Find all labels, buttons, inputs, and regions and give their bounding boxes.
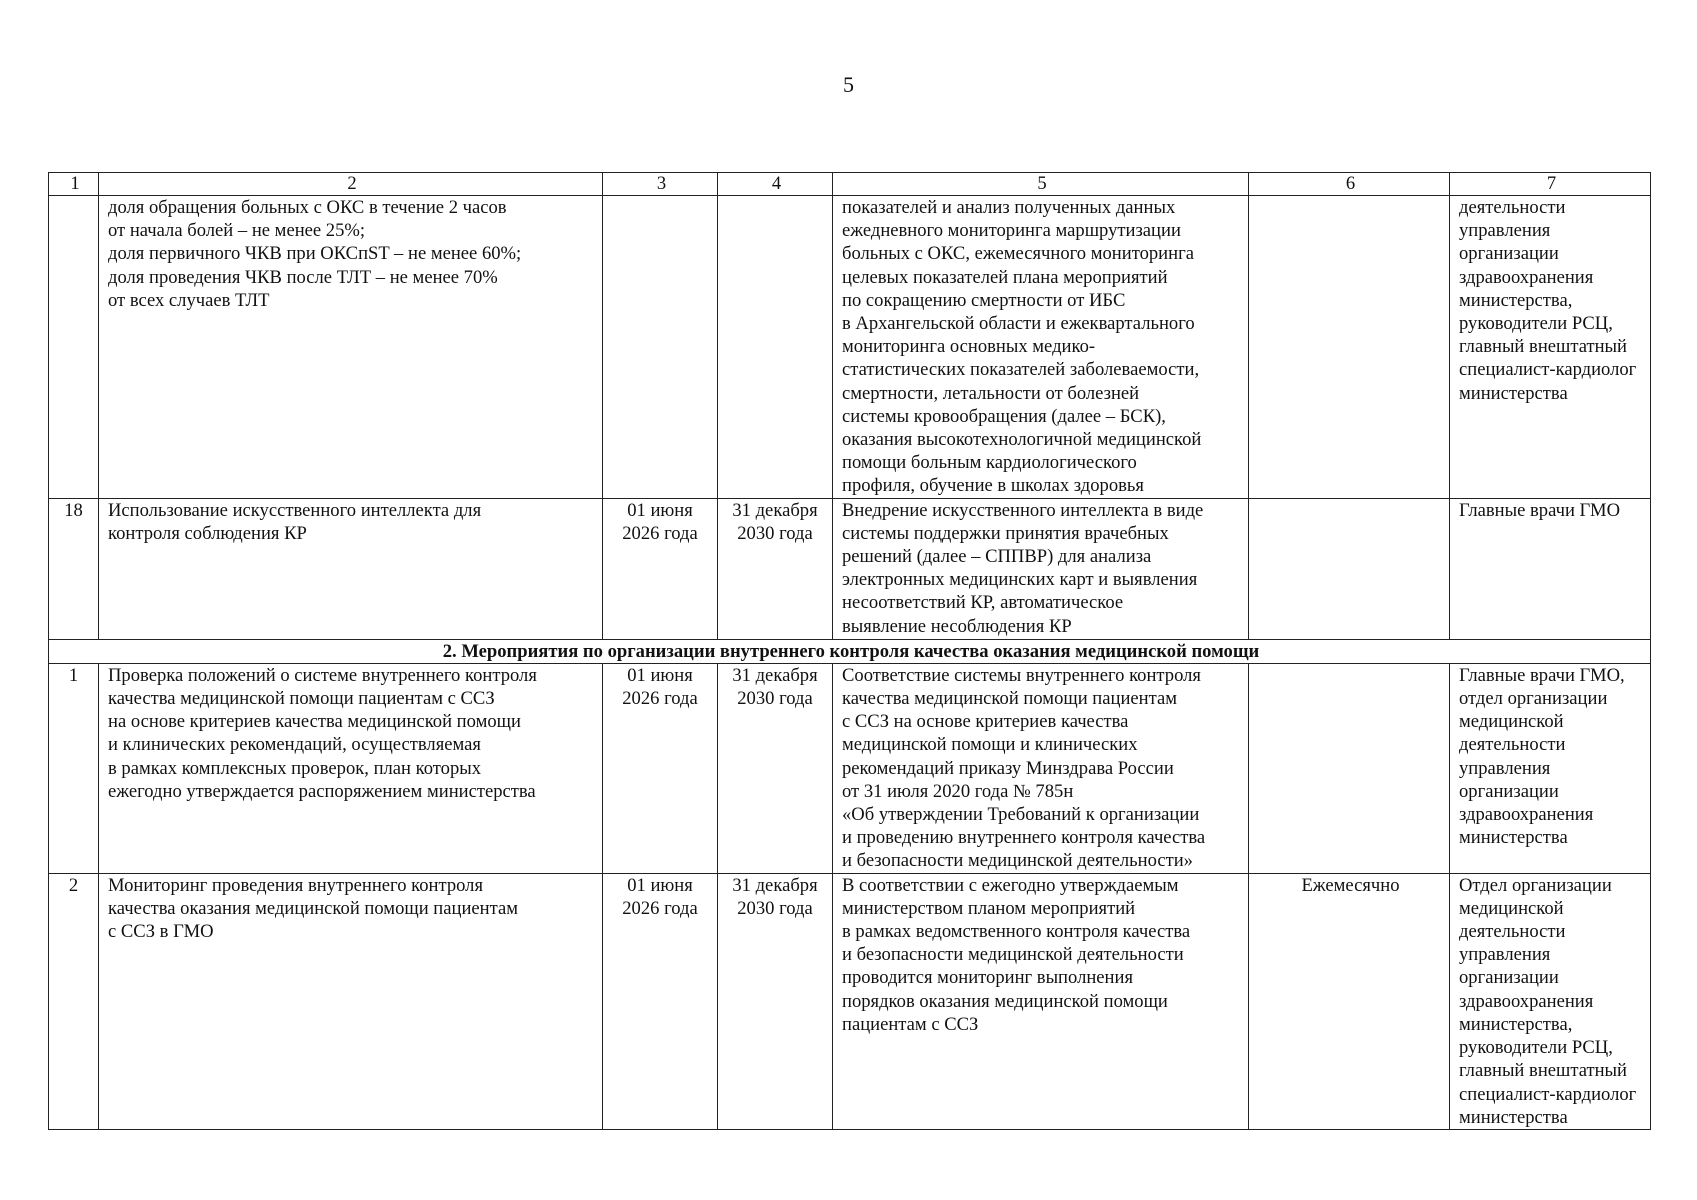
text-line: специалист-кардиолог <box>1459 359 1637 381</box>
text-line: деятельности <box>1459 734 1566 756</box>
text-line: оказания высокотехнологичной медицинской <box>842 429 1202 451</box>
text-line: смертности, летальности от болезней <box>842 382 1140 404</box>
text-line: показателей и анализ полученных данных <box>842 197 1176 218</box>
text-line: Проверка положений о системе внутреннего контроля <box>108 664 537 686</box>
text-line: от начала болей – не менее 25%; <box>108 220 366 242</box>
text-line: рекомендаций приказу Минздрава России <box>842 757 1174 779</box>
text-line: несоответствий КР, автоматическое <box>842 592 1124 614</box>
table-row <box>49 196 1651 499</box>
text-line: 2030 года <box>737 897 813 919</box>
end-date-cell <box>718 498 833 639</box>
text-line: В соответствии с ежегодно утверждаемым <box>842 874 1179 896</box>
text-line: главный внештатный <box>1459 1060 1627 1082</box>
text-line: от всех случаев ТЛТ <box>108 289 270 311</box>
text-line: медицинской <box>1459 711 1564 733</box>
text-line: здравоохранения <box>1459 266 1594 288</box>
text-line: по сокращению смертности от ИБС <box>842 289 1126 311</box>
text-line: на основе критериев качества медицинской помощи <box>108 711 521 733</box>
text-line: министерства <box>1459 382 1568 404</box>
text-line: деятельности <box>1459 921 1566 943</box>
start-date-cell <box>603 196 718 499</box>
text-line: 31 декабря <box>732 664 818 686</box>
text-line: Главные врачи ГМО, <box>1459 664 1625 686</box>
event-cell <box>99 663 603 873</box>
text-line: Соответствие системы внутреннего контроля <box>842 664 1201 686</box>
text-line: статистических показателей заболеваемости, <box>842 359 1200 381</box>
event-cell <box>99 498 603 639</box>
text-line: организации <box>1459 243 1559 265</box>
text-line: целевых показателей плана мероприятий <box>842 266 1168 288</box>
text-line: 2030 года <box>737 688 813 710</box>
text-line: 2026 года <box>622 688 698 710</box>
text-line: проводится мониторинг выполнения <box>842 967 1133 989</box>
start-date-cell <box>603 873 718 1129</box>
text-line: помощи больным кардиологического <box>842 452 1137 474</box>
column-number: 2 <box>99 173 603 196</box>
text-line: 2026 года <box>622 522 698 544</box>
text-line: 31 декабря <box>732 499 818 521</box>
column-number: 6 <box>1249 173 1450 196</box>
result-cell <box>833 663 1249 873</box>
column-number: 5 <box>833 173 1249 196</box>
text-line: управления <box>1459 220 1551 242</box>
text-line: выявление несоблюдения КР <box>842 615 1072 637</box>
page-number: 5 <box>843 72 854 97</box>
text-line: Внедрение искусственного интеллекта в виде <box>842 499 1204 521</box>
text-line: и проведению внутреннего контроля качества <box>842 827 1206 849</box>
text-line: и безопасности медицинской деятельности» <box>842 850 1193 872</box>
text-line: ежедневного мониторинга маршрутизации <box>842 220 1181 242</box>
text-line: министерства <box>1459 1106 1568 1128</box>
text-line: 31 декабря <box>732 874 818 896</box>
responsible-cell <box>1450 196 1651 499</box>
event-cell <box>99 873 603 1129</box>
section-title: 2. Мероприятия по организации внутреннего контроля качества оказания медицинской помощи <box>49 639 1651 663</box>
text-line: 01 июня <box>627 499 693 521</box>
text-line: профиля, обучение в школах здоровья <box>842 475 1144 497</box>
start-date-cell <box>603 498 718 639</box>
text-line: ежегодно утверждается распоряжением министерства <box>108 780 536 802</box>
activity-table <box>48 172 1651 1130</box>
table-row <box>49 663 1651 873</box>
text-line: организации <box>1459 780 1559 802</box>
text-line: качества медицинской помощи пациентам с ССЗ <box>108 688 495 710</box>
end-date-cell <box>718 873 833 1129</box>
column-number: 3 <box>603 173 718 196</box>
responsible-cell <box>1450 873 1651 1129</box>
start-date-cell <box>603 663 718 873</box>
table-row <box>49 498 1651 639</box>
column-number: 4 <box>718 173 833 196</box>
text-line: системы поддержки принятия врачебных <box>842 522 1169 544</box>
responsible-cell <box>1450 663 1651 873</box>
text-line: в Архангельской области и ежеквартального <box>842 313 1195 335</box>
text-line: контроля соблюдения КР <box>108 522 307 544</box>
frequency-cell <box>1249 196 1450 499</box>
row-number <box>49 196 99 499</box>
text-line: системы кровообращения (далее – БСК), <box>842 405 1166 427</box>
frequency-cell <box>1249 498 1450 639</box>
result-cell <box>833 196 1249 499</box>
text-line: доля обращения больных с ОКС в течение 2 часов <box>108 197 507 218</box>
text-line: «Об утверждении Требований к организации <box>842 804 1200 826</box>
text-line: Отдел организации <box>1459 874 1612 896</box>
text-line: доля первичного ЧКВ при ОКСпST – не менее 60%; <box>108 243 522 265</box>
text-line: больных с ОКС, ежемесячного мониторинга <box>842 243 1194 265</box>
text-line: министерством планом мероприятий <box>842 897 1136 919</box>
frequency-cell: Ежемесячно <box>1249 873 1450 1129</box>
text-line: пациентам с ССЗ <box>842 1013 979 1035</box>
text-line: здравоохранения <box>1459 804 1594 826</box>
responsible-cell <box>1450 498 1651 639</box>
text-line: с ССЗ в ГМО <box>108 921 214 943</box>
text-line: в рамках комплексных проверок, план которых <box>108 757 482 779</box>
end-date-cell <box>718 663 833 873</box>
text-line: управления <box>1459 944 1551 966</box>
result-cell <box>833 873 1249 1129</box>
text-line: 01 июня <box>627 664 693 686</box>
text-line: доля проведения ЧКВ после ТЛТ – не менее 70% <box>108 266 498 288</box>
column-number: 7 <box>1450 173 1651 196</box>
text-line: с ССЗ на основе критериев качества <box>842 711 1129 733</box>
text-line: руководители РСЦ, <box>1459 313 1613 335</box>
text-line: электронных медицинских карт и выявления <box>842 569 1198 591</box>
text-line: 2026 года <box>622 897 698 919</box>
row-number: 2 <box>49 873 99 1129</box>
text-line: медицинской <box>1459 897 1564 919</box>
text-line: управления <box>1459 757 1551 779</box>
text-line: организации <box>1459 967 1559 989</box>
column-number-row <box>49 173 1651 196</box>
end-date-cell <box>718 196 833 499</box>
text-line: министерства <box>1459 827 1568 849</box>
text-line: Главные врачи ГМО <box>1459 499 1621 521</box>
text-line: специалист-кардиолог <box>1459 1083 1637 1105</box>
text-line: порядков оказания медицинской помощи <box>842 990 1168 1012</box>
text-line: мониторинга основных медико- <box>842 336 1096 358</box>
text-line: министерства, <box>1459 1013 1573 1035</box>
text-line: и клинических рекомендаций, осуществляемая <box>108 734 481 756</box>
text-line: 2030 года <box>737 522 813 544</box>
frequency-cell <box>1249 663 1450 873</box>
text-line: качества оказания медицинской помощи пациентам <box>108 897 518 919</box>
text-line: главный внештатный <box>1459 336 1627 358</box>
text-line: Использование искусственного интеллекта для <box>108 499 482 521</box>
table-row <box>49 873 1651 1129</box>
text-line: отдел организации <box>1459 688 1608 710</box>
text-line: качества медицинской помощи пациентам <box>842 688 1177 710</box>
row-number: 1 <box>49 663 99 873</box>
text-line: 01 июня <box>627 874 693 896</box>
text-line: от 31 июля 2020 года № 785н <box>842 780 1074 802</box>
text-line: в рамках ведомственного контроля качества <box>842 921 1191 943</box>
text-line: и безопасности медицинской деятельности <box>842 944 1184 966</box>
text-line: руководители РСЦ, <box>1459 1037 1613 1059</box>
text-line: здравоохранения <box>1459 990 1594 1012</box>
text-line: медицинской помощи и клинических <box>842 734 1138 756</box>
text-line: деятельности <box>1459 197 1566 218</box>
result-cell <box>833 498 1249 639</box>
event-cell <box>99 196 603 499</box>
text-line: решений (далее – СППВР) для анализа <box>842 546 1152 568</box>
row-number: 18 <box>49 498 99 639</box>
text-line: министерства, <box>1459 289 1573 311</box>
text-line: Мониторинг проведения внутреннего контроля <box>108 874 484 896</box>
section-heading-row <box>49 639 1651 663</box>
column-number: 1 <box>49 173 99 196</box>
